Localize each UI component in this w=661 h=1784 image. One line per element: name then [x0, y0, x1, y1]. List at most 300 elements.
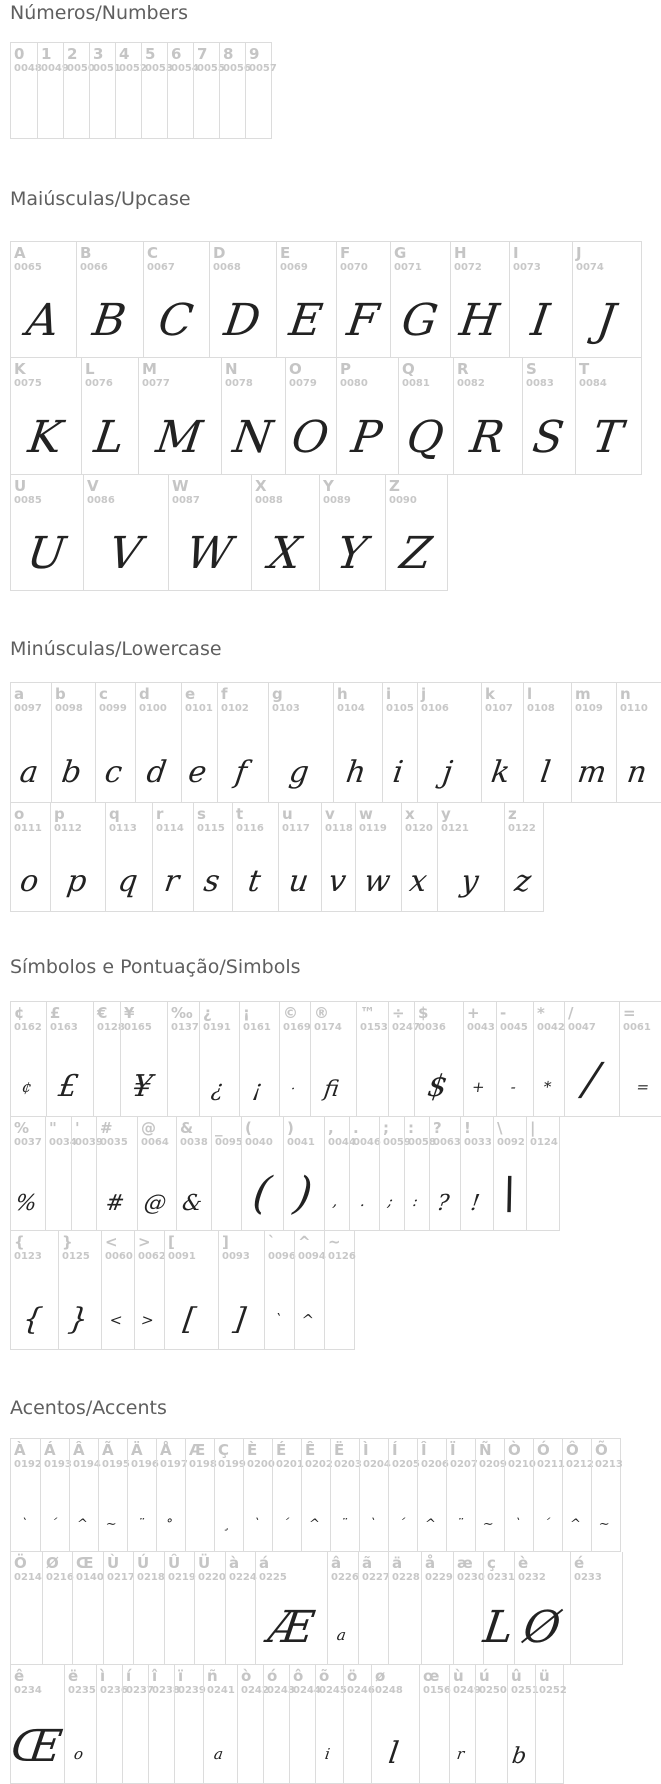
cell-glyph-preview: ¢ [20, 1077, 33, 1096]
cell-char-label: ~ [328, 1233, 341, 1251]
glyph-cell-0204 [359, 1439, 391, 1551]
glyph-cell-0125 [58, 1231, 101, 1349]
cell-unicode-code: 0105 [386, 703, 414, 714]
section-numbers [10, 2, 661, 139]
cell-char-label: D [213, 244, 226, 262]
cell-unicode-code: 0111 [14, 823, 42, 834]
cell-char-label: ú [479, 1667, 490, 1685]
cell-unicode-code: 0047 [568, 1022, 596, 1033]
cell-unicode-code: 0038 [180, 1137, 208, 1148]
cell-header [389, 1552, 421, 1584]
cell-char-label: â [331, 1554, 342, 1572]
cell-char-label: , [328, 1119, 334, 1137]
glyph-cell-0195 [98, 1439, 130, 1551]
cell-unicode-code: 0235 [68, 1685, 96, 1696]
cell-char-label: ÷ [392, 1004, 405, 1022]
cell-unicode-code: 0099 [99, 703, 127, 714]
cell-unicode-code: 0076 [85, 378, 113, 389]
section-title-symbols: Símbolos e Pontuação/Simbols [10, 956, 301, 978]
cell-char-label: " [49, 1119, 57, 1137]
cell-glyph-preview: ` [512, 1517, 522, 1533]
cell-header [372, 1665, 419, 1697]
cell-char-label: i [386, 685, 392, 703]
cell-header [510, 242, 572, 274]
glyph-table-lowercase [10, 682, 661, 912]
cell-char-label: a [14, 685, 25, 703]
cell-header [256, 1552, 327, 1584]
cell-unicode-code: 0218 [137, 1572, 165, 1583]
cell-header [142, 43, 173, 75]
cell-unicode-code: 0249 [453, 1685, 481, 1696]
glyph-cell-0049 [37, 43, 69, 138]
cell-unicode-code: 0041 [287, 1137, 315, 1148]
cell-glyph-preview: w [362, 864, 393, 899]
glyph-cell-0086 [83, 475, 168, 590]
cell-glyph-preview: W [183, 528, 236, 580]
cell-glyph-preview: f [233, 755, 250, 790]
glyph-row [10, 803, 544, 912]
glyph-cell-0042 [533, 1002, 564, 1116]
cell-unicode-code: 0109 [575, 703, 603, 714]
cell-unicode-code: 0247 [392, 1022, 420, 1033]
cell-glyph-preview: { [20, 1302, 45, 1337]
cell-glyph-preview: ^ [423, 1517, 437, 1533]
cell-char-label: M [142, 360, 157, 378]
cell-header [149, 1665, 180, 1697]
cell-header [357, 1002, 388, 1034]
cell-header [169, 475, 251, 507]
cell-header [97, 1117, 137, 1149]
cell-unicode-code: 0161 [243, 1022, 271, 1033]
cell-unicode-code: 0162 [14, 1022, 42, 1033]
glyph-table-symbols [10, 1001, 661, 1350]
cell-glyph-preview: P [348, 412, 386, 464]
glyph-cell-0061 [619, 1002, 661, 1116]
cell-header [389, 1439, 420, 1471]
cell-header [505, 803, 543, 835]
glyph-cell-0207 [446, 1439, 478, 1551]
cell-glyph-preview: ` [19, 1517, 28, 1533]
cell-unicode-code: 0237 [126, 1685, 154, 1696]
cell-unicode-code: 0116 [236, 823, 264, 834]
cell-unicode-code: 0216 [46, 1572, 74, 1583]
cell-char-label: g [272, 685, 283, 703]
cell-unicode-code: 0229 [425, 1572, 453, 1583]
cell-unicode-code: 0239 [178, 1685, 206, 1696]
cell-char-label: B [80, 244, 92, 262]
cell-char-label: Á [44, 1441, 56, 1459]
section-uppercase [10, 188, 661, 591]
cell-char-label: 1 [41, 45, 52, 63]
cell-unicode-code: 0072 [454, 262, 482, 273]
cell-char-label: ê [14, 1667, 25, 1685]
cell-unicode-code: 0070 [340, 262, 368, 273]
cell-char-label: L [85, 360, 95, 378]
cell-header [438, 803, 504, 835]
cell-char-label: Q [402, 360, 415, 378]
cell-unicode-code: 0060 [105, 1251, 133, 1262]
cell-char-label: ® [314, 1004, 329, 1022]
glyph-cell-0044 [324, 1117, 356, 1230]
cell-glyph-preview: z [512, 864, 534, 899]
cell-unicode-code: 0085 [14, 495, 42, 506]
cell-glyph-preview [242, 75, 276, 138]
cell-glyph-preview: ? [435, 1191, 451, 1217]
cell-glyph-preview: B [89, 295, 129, 347]
glyph-cell-0055 [193, 43, 225, 138]
cell-header [422, 1552, 453, 1584]
cell-header [11, 242, 76, 274]
cell-header [280, 1002, 310, 1034]
cell-unicode-code: 0203 [334, 1459, 362, 1470]
cell-header [344, 1665, 375, 1697]
cell-char-label: h [337, 685, 348, 703]
cell-glyph-preview: q [115, 864, 140, 899]
cell-unicode-code: 0075 [14, 378, 42, 389]
cell-char-label: Ö [14, 1554, 27, 1572]
cell-unicode-code: 0106 [421, 703, 449, 714]
cell-char-label: Ì [363, 1441, 369, 1459]
cell-glyph-preview: ¨ [135, 1517, 145, 1533]
cell-unicode-code: 0210 [508, 1459, 536, 1470]
cell-glyph-preview: ^ [300, 1310, 316, 1329]
glyph-cell-0074 [572, 242, 641, 357]
glyph-row [10, 241, 642, 358]
glyph-cell-0245 [315, 1665, 347, 1783]
cell-header [240, 1002, 279, 1034]
cell-char-label: . [353, 1119, 359, 1137]
glyph-row [10, 475, 448, 591]
cell-glyph-preview: ] [231, 1302, 248, 1337]
glyph-cell-0104 [333, 683, 382, 802]
cell-glyph-preview: ( [249, 1168, 275, 1220]
cell-header [144, 242, 209, 274]
cell-unicode-code: 0213 [595, 1459, 623, 1470]
cell-header [70, 1439, 101, 1471]
glyph-cell-0106 [417, 683, 481, 802]
cell-header [273, 1439, 304, 1471]
cell-glyph-preview: o [72, 1744, 85, 1763]
cell-glyph-preview: ~ [481, 1517, 495, 1533]
cell-header [430, 1117, 460, 1149]
cell-unicode-code: 0228 [392, 1572, 420, 1583]
cell-char-label: # [100, 1119, 113, 1137]
cell-glyph-preview: m [575, 755, 609, 790]
cell-glyph-preview: ¡ [251, 1077, 264, 1103]
glyph-cell-0045 [496, 1002, 533, 1116]
cell-char-label: 4 [119, 45, 130, 63]
cell-glyph-preview: Œ [7, 1721, 66, 1773]
cell-unicode-code: 0077 [142, 378, 170, 389]
glyph-cell-0117 [278, 803, 321, 911]
cell-unicode-code: 0081 [402, 378, 430, 389]
cell-unicode-code: 0103 [272, 703, 300, 714]
cell-header [269, 683, 333, 715]
cell-glyph-preview: l [538, 755, 553, 790]
glyph-cell-0078 [221, 358, 285, 474]
cell-char-label: e [185, 685, 196, 703]
glyph-cell-0217 [103, 1552, 133, 1664]
glyph-cell-0163 [46, 1002, 93, 1116]
cell-unicode-code: 0122 [508, 823, 536, 834]
cell-header [84, 475, 168, 507]
cell-glyph-preview: K [25, 412, 66, 464]
cell-header [461, 1117, 493, 1149]
cell-header [138, 1117, 176, 1149]
cell-glyph-preview: a [335, 1625, 348, 1644]
cell-unicode-code: 0202 [305, 1459, 333, 1470]
cell-glyph-preview: G [398, 295, 441, 347]
cell-char-label: z [508, 805, 517, 823]
cell-char-label: ‰ [171, 1004, 193, 1022]
glyph-cell-0037 [11, 1117, 45, 1230]
cell-unicode-code: 0045 [500, 1022, 528, 1033]
cell-unicode-code: 0108 [527, 703, 555, 714]
glyph-cell-0165 [120, 1002, 167, 1116]
cell-unicode-code: 0100 [139, 703, 167, 714]
cell-unicode-code: 0243 [267, 1685, 295, 1696]
cell-header [383, 683, 417, 715]
cell-char-label: Ã [102, 1441, 114, 1459]
cell-unicode-code: 0220 [198, 1572, 226, 1583]
cell-header [523, 358, 575, 390]
cell-unicode-code: 0206 [421, 1459, 449, 1470]
cell-char-label: t [236, 805, 244, 823]
glyph-cell-0072 [450, 242, 509, 357]
cell-header [592, 1439, 623, 1471]
cell-header [350, 1117, 379, 1149]
cell-header [64, 43, 95, 75]
cell-char-label: ç [487, 1554, 496, 1572]
glyph-row [7, 1665, 567, 1784]
glyph-cell-0105 [382, 683, 417, 802]
cell-glyph-preview [565, 1584, 627, 1664]
glyph-cell-0085 [11, 475, 83, 590]
character-map-page [0, 2, 661, 1784]
cell-unicode-code: 0191 [203, 1022, 231, 1033]
glyph-cell-0081 [398, 358, 453, 474]
glyph-cell-0065 [11, 242, 76, 357]
cell-unicode-code: 0128 [97, 1022, 125, 1033]
glyph-cell-0235 [64, 1665, 96, 1783]
cell-glyph-preview: e [186, 755, 209, 790]
glyph-cell-0226 [327, 1552, 358, 1664]
cell-header [265, 1231, 294, 1263]
glyph-cell-0210 [504, 1439, 536, 1551]
cell-char-label: v [325, 805, 335, 823]
cell-char-label: * [537, 1004, 545, 1022]
cell-char-label: ¿ [203, 1004, 212, 1022]
cell-header [41, 1439, 72, 1471]
cell-glyph-preview: p [64, 864, 89, 899]
cell-unicode-code: 0163 [50, 1022, 78, 1033]
cell-header [515, 1552, 570, 1584]
cell-unicode-code: 0207 [450, 1459, 478, 1470]
glyph-cell-0077 [138, 358, 221, 474]
cell-char-label: ` [268, 1233, 276, 1251]
cell-glyph-preview: n [624, 755, 650, 790]
cell-unicode-code: 0201 [276, 1459, 304, 1470]
cell-glyph-preview: ) [291, 1168, 316, 1220]
cell-char-label: - [500, 1004, 507, 1022]
cell-unicode-code: 0125 [62, 1251, 90, 1262]
glyph-cell-0059 [379, 1117, 411, 1230]
glyph-cell-0119 [355, 803, 401, 911]
glyph-cell-0250 [475, 1665, 507, 1783]
glyph-cell-0033 [460, 1117, 493, 1230]
cell-glyph-preview: L [480, 1602, 517, 1654]
cell-glyph-preview: Ø [520, 1602, 564, 1654]
cell-char-label: ë [68, 1667, 79, 1685]
cell-glyph-preview: r [162, 864, 182, 899]
cell-header [65, 1665, 96, 1697]
cell-glyph-preview: ^ [75, 1517, 89, 1533]
cell-char-label: k [485, 685, 495, 703]
cell-char-label: 3 [93, 45, 104, 63]
glyph-cell-0110 [616, 683, 661, 802]
glyph-cell-0070 [336, 242, 390, 357]
cell-char-label: ä [392, 1554, 403, 1572]
cell-glyph-preview: @ [142, 1191, 168, 1217]
cell-glyph-preview: j [440, 755, 455, 790]
cell-unicode-code: 0069 [280, 262, 308, 273]
cell-glyph-preview: Z [396, 528, 435, 580]
cell-header [244, 1439, 275, 1471]
cell-glyph-preview: ¨ [338, 1517, 348, 1533]
cell-char-label: Ê [305, 1441, 316, 1459]
cell-glyph-preview: A [23, 295, 63, 347]
cell-glyph-preview: ` [367, 1517, 377, 1533]
cell-char-label: ì [100, 1667, 106, 1685]
cell-header [316, 1665, 347, 1697]
cell-header [194, 43, 225, 75]
cell-header [106, 803, 152, 835]
cell-header [322, 803, 355, 835]
cell-glyph-preview: k [488, 755, 513, 790]
cell-glyph-preview: # [104, 1191, 126, 1217]
cell-header [90, 43, 121, 75]
cell-unicode-code: 0034 [49, 1137, 77, 1148]
cell-unicode-code: 0094 [298, 1251, 326, 1262]
cell-glyph-preview: T [589, 412, 626, 464]
cell-char-label: { [14, 1233, 25, 1251]
cell-unicode-code: 0195 [102, 1459, 130, 1470]
cell-glyph-preview: U [24, 528, 69, 580]
cell-char-label: Ë [334, 1441, 345, 1459]
glyph-cell-0099 [95, 683, 135, 802]
cell-unicode-code: 0209 [479, 1459, 507, 1470]
cell-glyph-preview: > [140, 1310, 156, 1329]
glyph-row [10, 358, 642, 475]
cell-header [311, 1002, 356, 1034]
cell-char-label: î [152, 1667, 158, 1685]
cell-unicode-code: 0110 [620, 703, 648, 714]
cell-header [573, 242, 641, 274]
glyph-cell-0236 [96, 1665, 128, 1783]
glyph-cell-0092 [493, 1117, 526, 1230]
cell-header [77, 242, 143, 274]
cell-char-label: = [623, 1004, 636, 1022]
cell-unicode-code: 0095 [215, 1137, 243, 1148]
cell-unicode-code: 0063 [433, 1137, 461, 1148]
cell-glyph-preview: C [155, 295, 197, 347]
cell-unicode-code: 0119 [359, 823, 387, 834]
cell-glyph-preview: ´ [48, 1517, 58, 1533]
cell-header [11, 1117, 45, 1149]
glyph-cell-0096 [264, 1231, 294, 1349]
cell-unicode-code: 0120 [405, 823, 433, 834]
glyph-cell-0233 [570, 1552, 622, 1664]
cell-unicode-code: 0037 [14, 1137, 42, 1148]
cell-glyph-preview: fi [322, 1077, 341, 1103]
cell-unicode-code: 0196 [131, 1459, 159, 1470]
cell-header [47, 1002, 93, 1034]
cell-glyph-preview: ! [468, 1191, 482, 1217]
cell-char-label: [ [168, 1233, 175, 1251]
cell-char-label: | [530, 1119, 536, 1137]
cell-header [194, 803, 232, 835]
cell-char-label: V [87, 477, 99, 495]
cell-glyph-preview: l [386, 1736, 401, 1771]
cell-header [505, 1439, 536, 1471]
cell-char-label: á [259, 1554, 270, 1572]
cell-glyph-preview: O [288, 412, 332, 464]
glyph-cell-0227 [358, 1552, 388, 1664]
cell-unicode-code: 0097 [14, 703, 42, 714]
cell-glyph-preview: \ [498, 1168, 521, 1220]
cell-unicode-code: 0050 [67, 63, 95, 74]
cell-char-label: J [576, 244, 582, 262]
cell-header [11, 1665, 64, 1697]
cell-char-label: ) [287, 1119, 294, 1137]
cell-char-label: P [340, 360, 351, 378]
cell-unicode-code: 0039 [75, 1137, 103, 1148]
cell-unicode-code: 0083 [526, 378, 554, 389]
cell-header [277, 242, 336, 274]
cell-glyph-preview: R [467, 412, 508, 464]
cell-unicode-code: 0245 [319, 1685, 347, 1696]
cell-unicode-code: 0123 [14, 1251, 42, 1262]
glyph-cell-0095 [211, 1117, 241, 1230]
cell-header [82, 358, 138, 390]
cell-header [405, 1117, 436, 1149]
glyph-cell-0252 [535, 1665, 567, 1783]
glyph-cell-0102 [217, 683, 268, 802]
cell-glyph-preview: ´ [280, 1517, 290, 1533]
cell-header [454, 1552, 483, 1584]
cell-unicode-code: 0165 [124, 1022, 152, 1033]
glyph-cell-0209 [475, 1439, 507, 1551]
cell-char-label: Ô [566, 1441, 579, 1459]
cell-char-label: Ä [131, 1441, 143, 1459]
cell-glyph-preview: I [527, 295, 553, 347]
cell-char-label: < [105, 1233, 118, 1251]
cell-unicode-code: 0242 [241, 1685, 269, 1696]
cell-char-label: 9 [249, 45, 260, 63]
cell-header [11, 358, 81, 390]
cell-unicode-code: 0057 [249, 63, 277, 74]
cell-header [534, 1002, 564, 1034]
cell-header [52, 683, 95, 715]
cell-char-label: Ø [46, 1554, 59, 1572]
cell-char-label: Œ [76, 1554, 94, 1572]
cell-unicode-code: 0113 [109, 823, 137, 834]
cell-unicode-code: 0232 [518, 1572, 546, 1583]
cell-header [97, 1665, 128, 1697]
cell-header [73, 1552, 103, 1584]
cell-char-label: à [229, 1554, 240, 1572]
cell-header [389, 1002, 420, 1034]
